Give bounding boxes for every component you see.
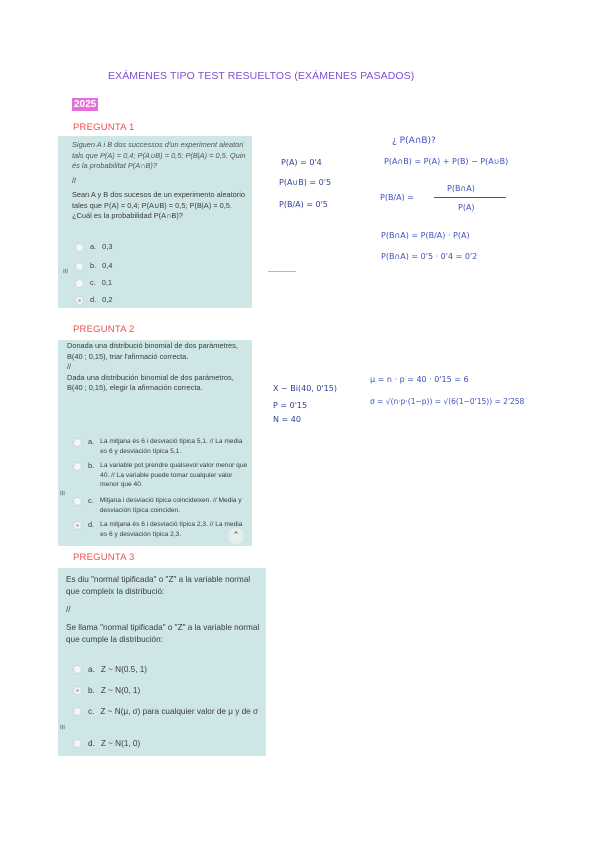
q2-option-a[interactable]: a. La mitjana és 6 i desviació típica 5,1. // La media es 6 y desviación típica 5,1. [73,437,249,456]
note-p: P = 0'15 [273,401,308,410]
note-mean: μ = n · p = 40 · 0'15 = 6 [370,375,469,384]
fraction-bar [434,197,506,198]
note-product-result: P(B∩A) = 0'5 · 0'4 = 0'2 [381,252,478,261]
question-3-separator: // [66,605,71,614]
q1-menu-icon[interactable]: ≡ [60,268,71,274]
note-question: ¿ P(A∩B)? [392,136,436,146]
scroll-up-icon[interactable]: ⌃ [228,528,244,544]
q3-option-d[interactable]: d. Z ~ N(1, 0) [73,738,263,749]
q2-option-d[interactable]: d. La mitjana és 6 i desviació típica 2,3. // La media es 6 y desviación típica 2,3. [73,520,249,539]
q1-option-d[interactable]: d. 0,2 [75,295,112,305]
question-2-text-es: Dada una distribución binomial de dos parámetros, B(40 ; 0,15), elegir la afirmación correcta. [67,372,234,392]
q2-option-b[interactable]: b. La variable pot prendre qualsevol valor menor que 40. // La variable puede tomar cualquier valor menor que 40. [73,461,249,490]
q2-menu-icon[interactable]: ≡ [57,490,68,496]
question-2-text-ca: Donada una distribució binomial de dos paràmetres, B(40 ; 0,15), triar l'afirmació correcta. [67,341,238,361]
q3-radio-c[interactable] [73,707,82,716]
q1-radio-a[interactable] [75,243,84,252]
q3-option-c[interactable]: c. Z ~ N(μ, σ) para cualquier valor de μ y de σ [73,706,263,717]
question-1-text-es: Sean A y B dos sucesos de un experimento aleatorio tales que P(A) = 0,4; P(A∪B) = 0,5; P(B|A) = 0,5. ¿Cuál es la probabilidad P(A∩B)? [72,190,245,220]
note-cond-label: P(B/A) = [380,193,414,202]
red-stroke [268,271,296,272]
note-frac-num: P(B∩A) [447,184,475,193]
question-3-text-ca: Es diu "normal tipificada" o "Z" a la variable normal que compleix la distribució: [66,575,251,596]
year-badge: 2025 [74,99,97,110]
note-frac-den: P(A) [458,203,475,212]
question-1-label: PREGUNTA 1 [73,122,135,133]
q2-option-c[interactable]: c. Mitjana i desviació típica coincideixen. // Media y desviación típica coinciden. [73,496,249,515]
question-1-text-ca: Siguen A i B dos successos d'un experiment aleatori tals que P(A) = 0,4; P(A∪B) = 0,5; P(B|A) = 0,5. Quin és la probabilitat P(A∩B)? [72,140,246,170]
q2-radio-d-selected[interactable] [73,521,82,530]
note-std: σ = √(n·p·(1−p)) = √(6(1−0'15)) = 2'258 [370,397,525,406]
q3-radio-b-selected[interactable] [73,686,82,695]
q1-option-c[interactable]: c. 0,1 [75,278,112,288]
q1-radio-b[interactable] [75,262,84,271]
note-product-rule: P(B∩A) = P(B/A) · P(A) [381,231,470,240]
q2-radio-c[interactable] [73,497,82,506]
question-3-text-es: Se llama "normal tipificada" o "Z" a la variable normal que cumple la distribución: [66,623,260,644]
q1-option-a[interactable]: a. 0,3 [75,242,112,252]
q3-menu-icon[interactable]: ≡ [57,724,68,730]
q2-radio-b[interactable] [73,462,82,471]
question-2-separator: // [67,362,72,371]
q3-option-a[interactable]: a. Z ~ N(0.5, 1) [73,664,263,675]
question-3-label: PREGUNTA 3 [73,552,135,563]
q1-radio-c[interactable] [75,279,84,288]
q3-radio-d[interactable] [73,739,82,748]
document-title: EXÁMENES TIPO TEST RESUELTOS (EXÁMENES PASADOS) [108,70,415,82]
note-union-formula: P(A∩B) = P(A) + P(B) − P(A∪B) [384,157,509,166]
question-3-card [58,568,266,756]
q2-radio-a[interactable] [73,438,82,447]
q1-radio-d-selected[interactable] [75,296,84,305]
q1-option-b[interactable]: b. 0,4 [75,261,112,271]
question-1-separator: // [72,175,77,185]
note-p-b-given-a: P(B/A) = 0'5 [279,200,328,209]
question-2-label: PREGUNTA 2 [73,324,135,335]
note-p-a: P(A) = 0'4 [281,158,322,167]
note-n: N = 40 [273,415,301,424]
q3-radio-a[interactable] [73,665,82,674]
q3-option-b[interactable]: b. Z ~ N(0, 1) [73,685,263,696]
note-binomial: X ~ Bi(40, 0'15) [273,384,337,393]
note-p-aub: P(A∪B) = 0'5 [279,178,332,187]
